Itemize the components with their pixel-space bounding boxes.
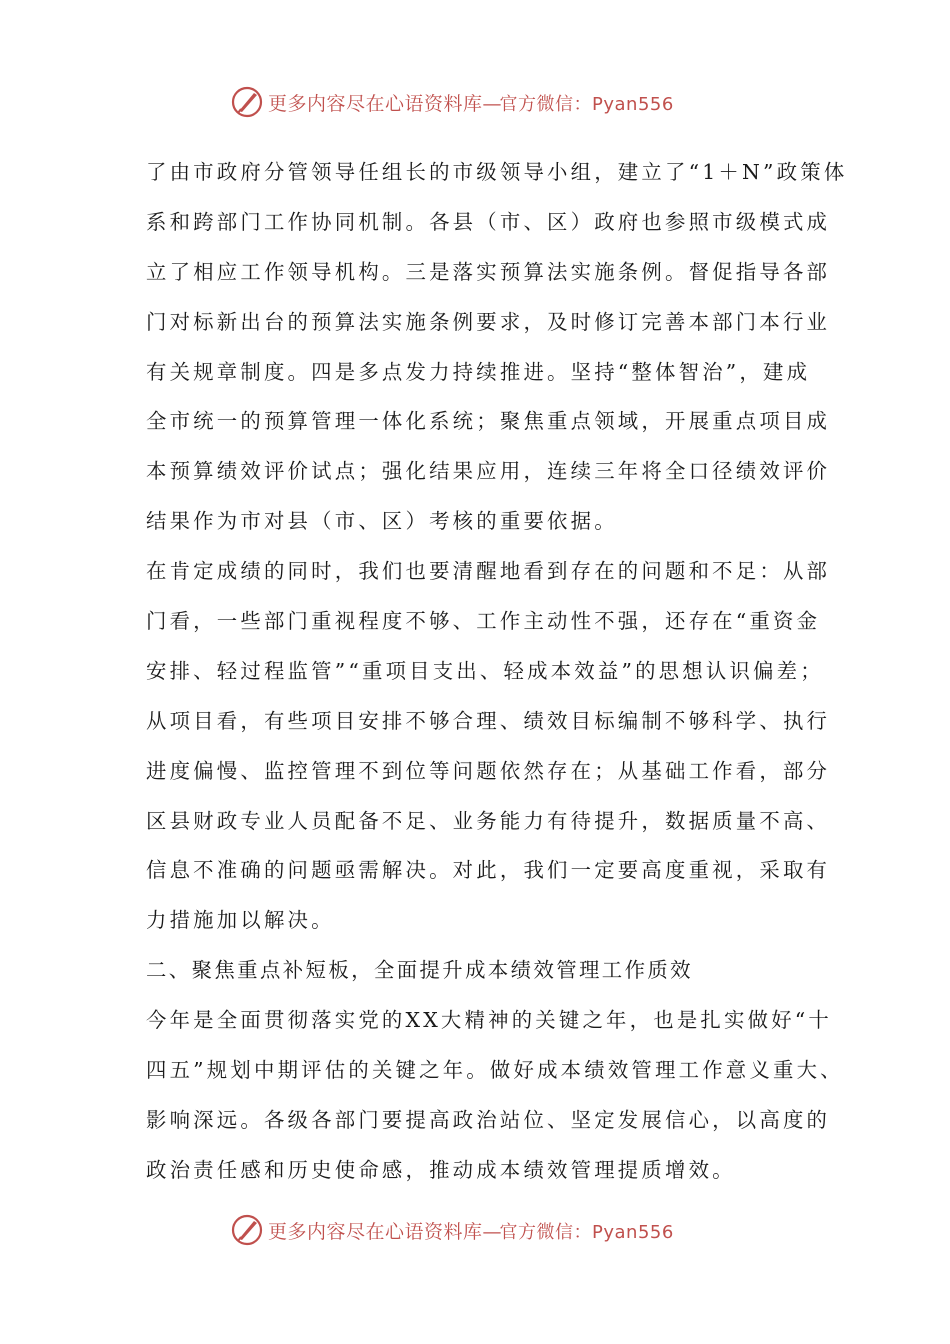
body-line: 门看，一些部门重视程度不够、工作主动性不强，还存在“重资金 <box>146 609 821 634</box>
body-line: 全市统一的预算管理一体化系统；聚焦重点领域，开展重点项目成 <box>146 409 831 434</box>
body-line: 在肯定成绩的同时，我们也要清醒地看到存在的问题和不足：从部 <box>146 559 831 584</box>
body-line: 四五”规划中期评估的关键之年。做好成本绩效管理工作意义重大、 <box>146 1058 844 1083</box>
section-heading: 二、聚焦重点补短板，全面提升成本绩效管理工作质效 <box>146 958 693 983</box>
body-line: 系和跨部门工作协同机制。各县（市、区）政府也参照市级模式成 <box>146 209 831 234</box>
footer-banner-separator: — <box>482 1220 500 1243</box>
body-line: 立了相应工作领导机构。三是落实预算法实施条例。督促指导各部 <box>146 259 831 284</box>
body-line: 门对标新出台的预算法实施条例要求，及时修订完善本部门本行业 <box>146 309 831 334</box>
body-line: 进度偏慢、监控管理不到位等问题依然存在；从基础工作看，部分 <box>146 758 831 783</box>
body-line: 了由市政府分管领导任组长的市级领导小组，建立了“1＋N”政策体 <box>146 160 848 184</box>
header-banner <box>230 82 790 122</box>
footer-banner-text <box>268 1217 674 1244</box>
document-body <box>146 148 848 1196</box>
body-line: 本预算绩效评价试点；强化结果应用，连续三年将全口径绩效评价 <box>146 459 831 484</box>
header-banner-title: 更多内容尽在心语资料库 <box>268 92 483 115</box>
body-line: 政治责任感和历史使命感，推动成本绩效管理提质增效。 <box>146 1157 736 1182</box>
body-line: 今年是全面贯彻落实党的XX大精神的关键之年，也是扎实做好“十 <box>146 1008 833 1033</box>
body-line: 结果作为市对县（市、区）考核的重要依据。 <box>146 509 618 534</box>
body-line: 信息不准确的问题亟需解决。对此，我们一定要高度重视，采取有 <box>146 858 831 883</box>
header-banner-text <box>268 89 674 116</box>
footer-wechat-label: 官方微信：Pyan556 <box>499 1221 674 1243</box>
quill-logo-icon <box>230 85 264 119</box>
body-line: 有关规章制度。四是多点发力持续推进。坚持“整体智治”，建成 <box>146 359 811 384</box>
body-line: 影响深远。各级各部门要提高政治站位、坚定发展信心，以高度的 <box>146 1107 831 1132</box>
header-wechat-label: 官方微信：Pyan556 <box>499 93 674 115</box>
quill-logo-icon <box>230 1213 264 1247</box>
header-banner-separator: — <box>482 92 500 115</box>
footer-banner-title: 更多内容尽在心语资料库 <box>268 1220 483 1243</box>
body-line: 安排、轻过程监管”“重项目支出、轻成本效益”的思想认识偏差； <box>146 658 824 683</box>
footer-banner <box>230 1210 790 1250</box>
body-line: 力措施加以解决。 <box>146 908 335 933</box>
body-line: 从项目看，有些项目安排不够合理、绩效目标编制不够科学、执行 <box>146 708 831 733</box>
body-line: 区县财政专业人员配备不足、业务能力有待提升，数据质量不高、 <box>146 808 831 833</box>
